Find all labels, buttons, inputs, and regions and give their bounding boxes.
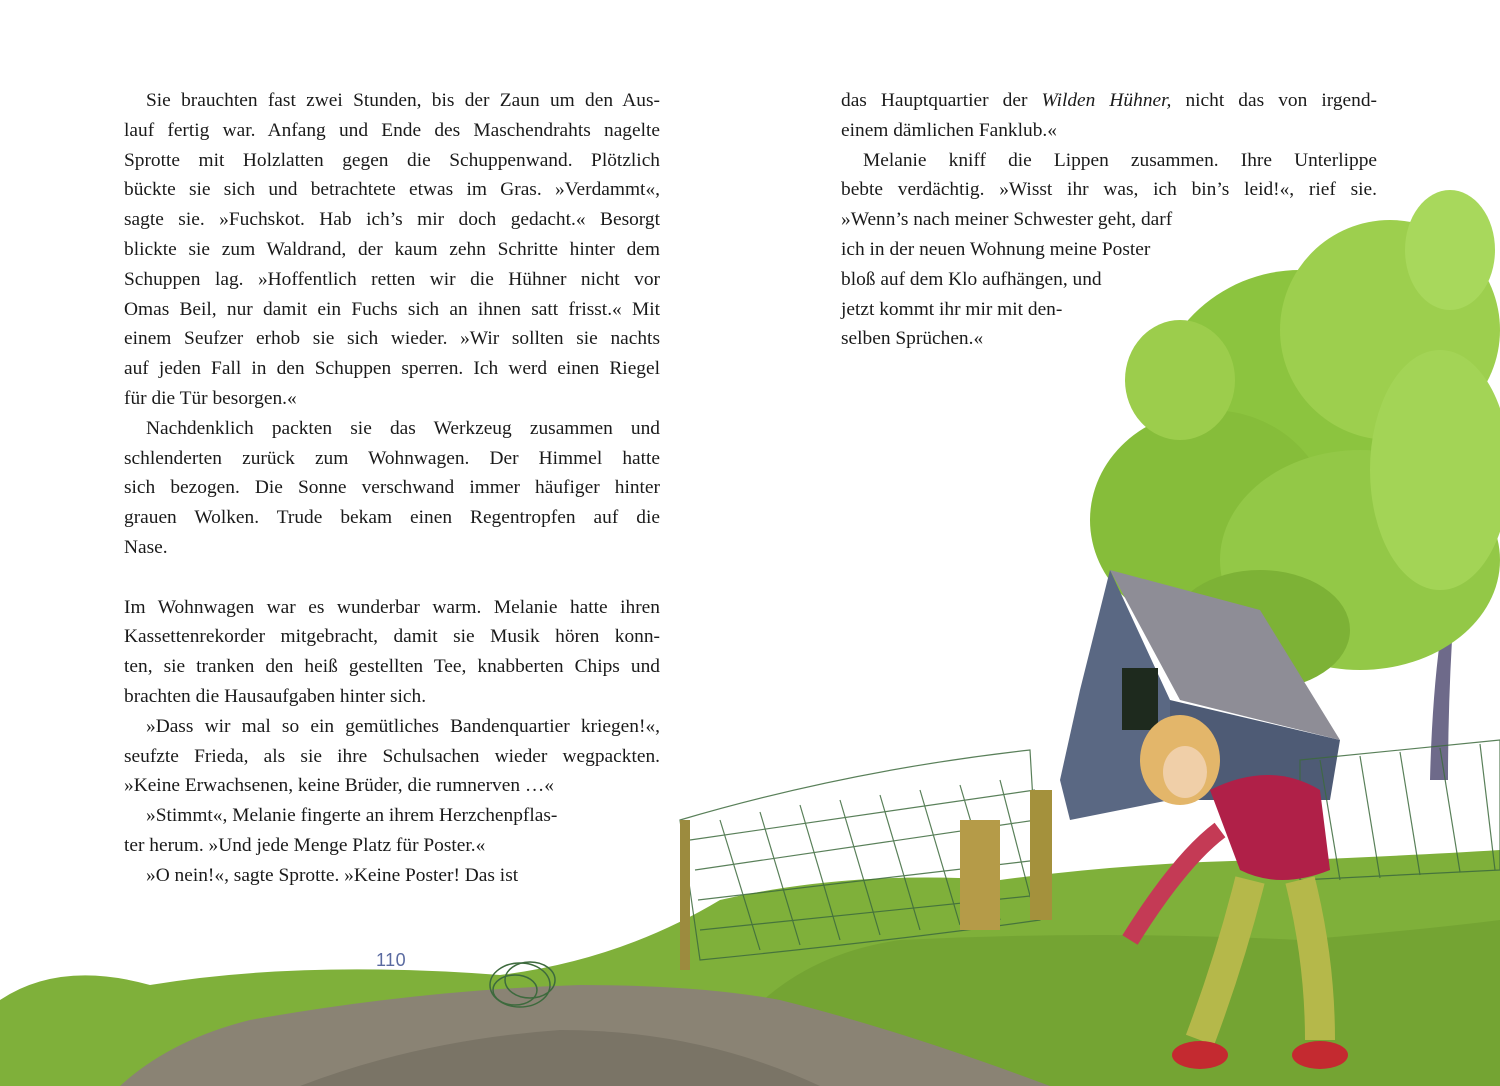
- text-line: bebte verdächtig. »Wisst ihr was, ich bin’s leid!«, rief sie.: [841, 179, 1377, 201]
- text-line: bückte sie sich und betrachtete etwas im Gras. »Verdammt«,: [124, 179, 660, 201]
- text-line: seufzte Frieda, als sie ihre Schulsachen wieder wegpackten.: [124, 745, 660, 767]
- text-line: Sprotte mit Holzlatten gegen die Schuppenwand. Plötzlich: [124, 149, 660, 171]
- text-line: lauf fertig war. Anfang und Ende des Maschendrahts nagelte: [124, 119, 660, 141]
- text-line: ten, sie tranken den heiß gestellten Tee, knabberten Chips und: [124, 656, 660, 678]
- text-line: Omas Beil, nur damit ein Fuchs sich an ihnen satt frisst.« Mit: [124, 298, 660, 320]
- text-segment: das Hauptquartier der: [841, 90, 1042, 111]
- text-line: schlenderten zurück zum Wohnwagen. Der Himmel hatte: [124, 447, 660, 469]
- text-line: Sie brauchten fast zwei Stunden, bis der Zaun um den Aus-: [146, 90, 660, 111]
- text-line: bloß auf dem Klo aufhängen, und: [841, 268, 1102, 290]
- text-line: Schuppen lag. »Hoffentlich retten wir die Hühner nicht vor: [124, 268, 660, 290]
- text-line: selben Sprüchen.«: [841, 328, 984, 350]
- text-line: jetzt kommt ihr mir mit den-: [841, 298, 1063, 320]
- text-line: Im Wohnwagen war es wunderbar warm. Melanie hatte ihren: [124, 596, 660, 618]
- text-line: einem dämlichen Fanklub.«: [841, 119, 1057, 141]
- text-line: sich bezogen. Die Sonne verschwand immer häufiger hinter: [124, 477, 660, 499]
- text-line: »Wenn’s nach meiner Schwester geht, darf: [841, 209, 1173, 231]
- text-line: »Dass wir mal so ein gemütliches Bandenquartier kriegen!«,: [146, 715, 660, 737]
- left-page-text: [124, 86, 660, 891]
- text-line: ter herum. »Und jede Menge Platz für Poster.«: [124, 834, 486, 856]
- page-number: 110: [376, 950, 407, 970]
- text-line: für die Tür besorgen.«: [124, 387, 297, 409]
- text-line: Nase.: [124, 536, 168, 558]
- right-page-text: [841, 86, 1377, 354]
- text-line: »Keine Erwachsenen, keine Brüder, die rumnerven …«: [124, 775, 554, 797]
- text-line: brachten die Hausaufgaben hinter sich.: [124, 685, 427, 707]
- text-segment: nicht das von irgend-: [1171, 90, 1377, 111]
- text-line: grauen Wolken. Trude bekam einen Regentropfen auf die: [124, 507, 660, 529]
- text-line: Nachdenklich packten sie das Werkzeug zusammen und: [146, 417, 660, 439]
- text-line: ich in der neuen Wohnung meine Poster: [841, 238, 1151, 260]
- book-title-italic: Wilden Hühner,: [1041, 90, 1172, 111]
- text-line: »Stimmt«, Melanie fingerte an ihrem Herzchenpflas-: [146, 805, 558, 827]
- text-line: auf jeden Fall in den Schuppen sperren. Ich werd einen Riegel: [124, 358, 660, 380]
- text-line: [841, 86, 1377, 116]
- text-line: »O nein!«, sagte Sprotte. »Keine Poster! Das ist: [146, 864, 519, 886]
- text-line: sagte sie. »Fuchskot. Hab ich’s mir doch gedacht.« Besorgt: [124, 209, 660, 231]
- section-break: [124, 563, 660, 593]
- text-line: einem Seufzer erhob sie sich wieder. »Wir sollten sie nachts: [124, 328, 660, 350]
- text-line: Melanie kniff die Lippen zusammen. Ihre Unterlippe: [863, 149, 1377, 171]
- text-line: Kassettenrekorder mitgebracht, damit sie Musik hören konn-: [124, 626, 660, 648]
- text-line: blickte sie zum Waldrand, der kaum zehn Schritte hinter dem: [124, 238, 660, 260]
